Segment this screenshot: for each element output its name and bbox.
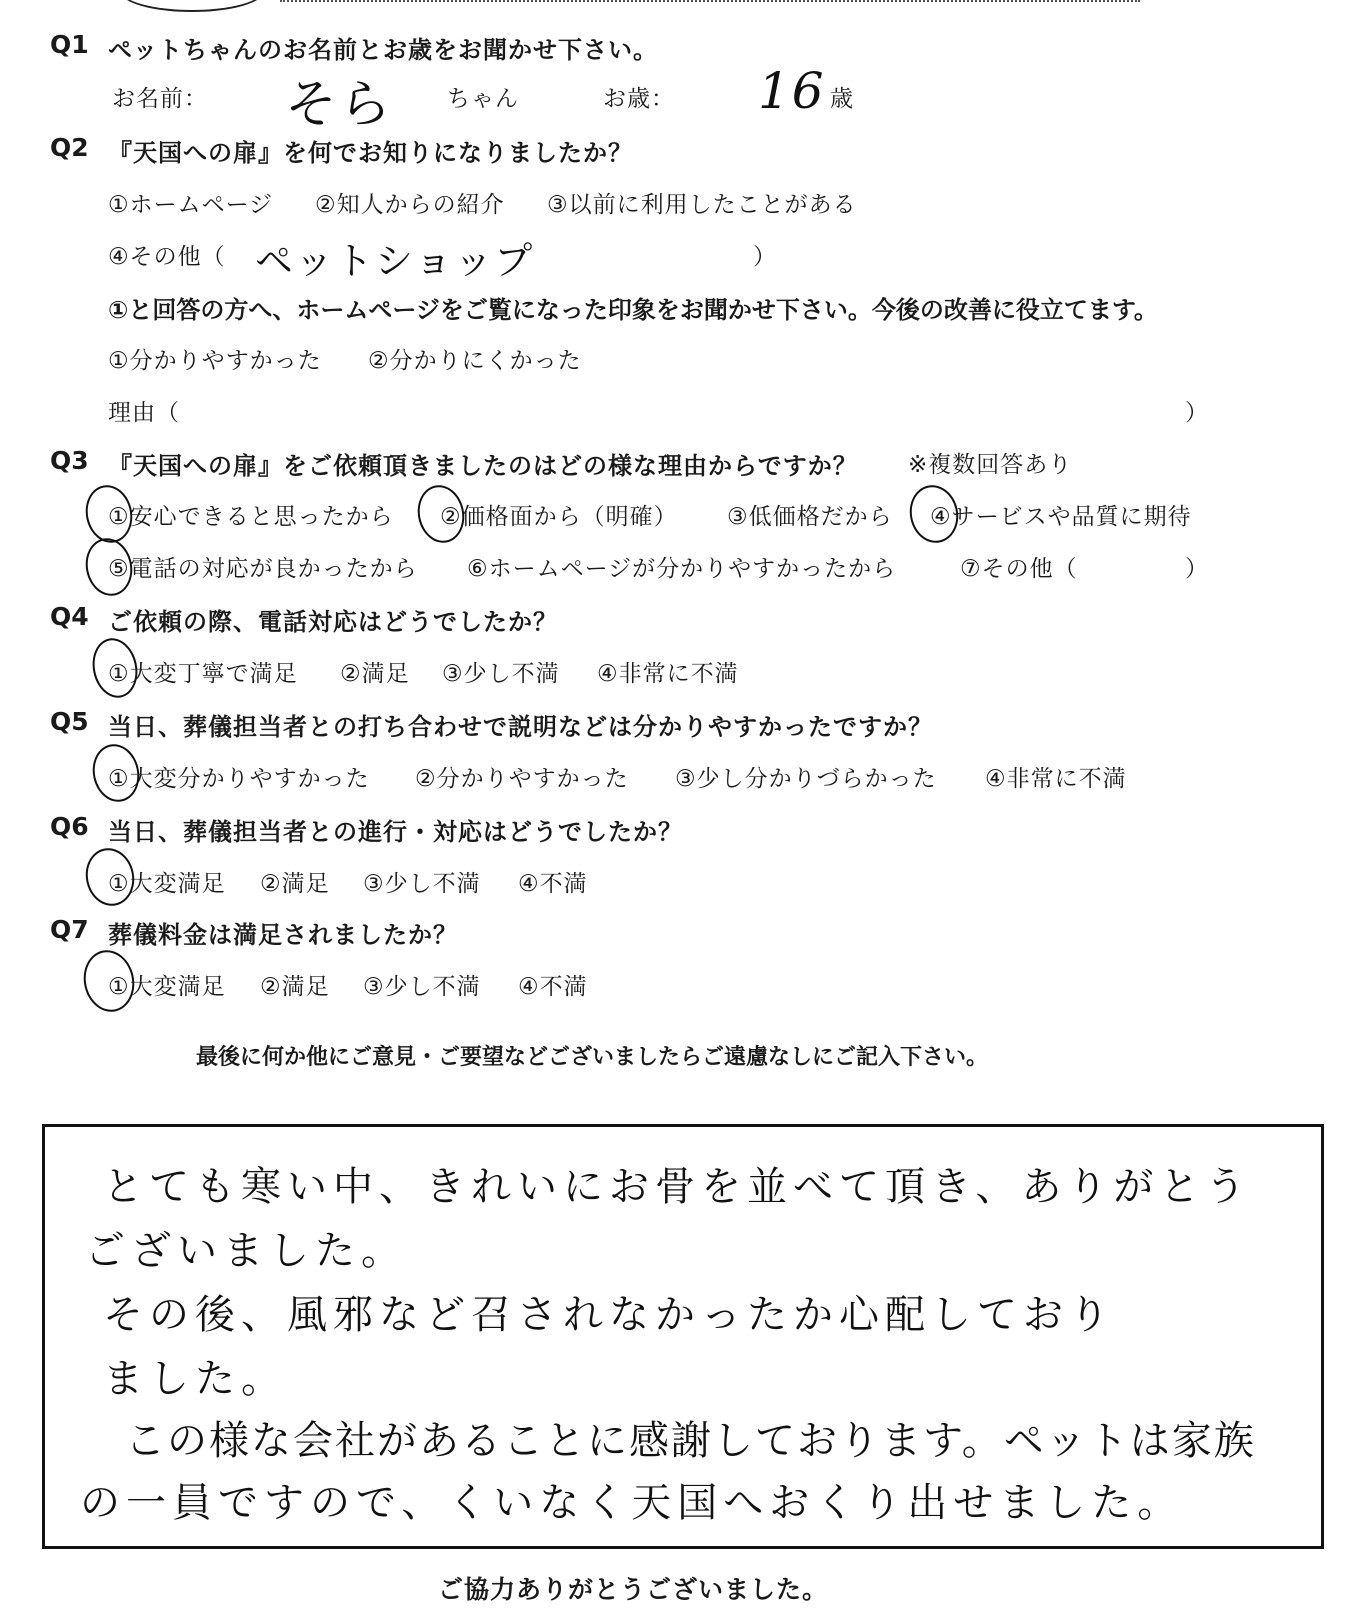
q3-circle-2 — [412, 481, 469, 547]
q6-number: Q6 — [50, 812, 89, 841]
q3-option-3: ③低価格だから — [727, 504, 893, 530]
q6-option-4: ④不満 — [518, 871, 588, 897]
q7-option-1: ①大変満足 — [108, 974, 226, 1000]
q4-option-4: ④非常に不満 — [597, 661, 739, 687]
q6-option-3: ③少し不満 — [363, 871, 481, 897]
q7-option-4: ④不満 — [518, 974, 588, 1000]
q3-option-5: ⑤電話の対応が良かったから — [108, 556, 418, 582]
q3-option-7-close: ） — [1185, 556, 1209, 582]
q5-option-2: ②分かりやすかった — [415, 766, 629, 792]
q2-reason-close: ） — [1185, 400, 1209, 426]
q6-question: 当日、葬儀担当者との進行・対応はどうでしたか？ — [108, 818, 683, 846]
q3-option-4: ④サービスや品質に期待 — [930, 504, 1192, 530]
q7-question: 葬儀料金は満足されましたか？ — [108, 921, 458, 949]
q2-option-1: ①ホームページ — [108, 192, 274, 218]
thanks-text: ご協力ありがとうございました。 — [438, 1575, 829, 1604]
q5-number: Q5 — [50, 707, 89, 736]
q5-option-3: ③少し分かりづらかった — [675, 766, 937, 792]
comment-line-4: ました。 — [103, 1356, 287, 1402]
q2-question: 『天国への扉』を何でお知りになりましたか？ — [108, 139, 633, 167]
q6-option-1: ①大変満足 — [108, 871, 226, 897]
q3-note: ※複数回答あり — [908, 452, 1073, 478]
q5-question: 当日、葬儀担当者との打ち合わせで説明などは分かりやすかったですか？ — [108, 713, 933, 741]
q1-age-label: お歳： — [603, 86, 675, 112]
q4-number: Q4 — [50, 602, 89, 631]
q3-circle-4 — [904, 481, 963, 548]
q4-option-3: ③少し不満 — [442, 661, 560, 687]
q5-option-1: ①大変分かりやすかった — [108, 766, 370, 792]
q4-circle-1 — [87, 634, 143, 702]
q4-question: ご依頼の際、電話対応はどうでしたか？ — [108, 608, 558, 636]
q3-option-1: ①安心できると思ったから — [108, 504, 394, 530]
q2-sub-question: ①と回答の方へ、ホームページをご覧になった印象をお聞かせ下さい。今後の改善に役立てます。 — [108, 296, 1158, 324]
q3-number: Q3 — [50, 446, 89, 475]
q6-circle-1 — [80, 844, 139, 911]
q7-number: Q7 — [50, 915, 89, 944]
q1-name-label: お名前： — [112, 86, 208, 112]
comment-line-1: とても寒い中、きれいにお骨を並べて頂き、ありがとう — [103, 1164, 1252, 1210]
q6-option-2: ②満足 — [260, 871, 330, 897]
q2-option-3: ③以前に利用したことがある — [547, 192, 857, 218]
q2-reason-label: 理由（ — [108, 400, 180, 426]
comment-line-5: この様な会社があることに感謝しております。ペットは家族 — [125, 1418, 1256, 1464]
q7-option-2: ②満足 — [260, 974, 330, 1000]
q2-other-label: ④その他（ — [108, 244, 226, 270]
q2-number: Q2 — [50, 133, 89, 162]
comment-line-6: の一員ですので、くいなく天国へおくり出せました。 — [80, 1480, 1184, 1526]
q2-sub-option-1: ①分かりやすかった — [108, 348, 322, 374]
final-prompt: 最後に何か他にご意見・ご要望などございましたらご遠慮なしにご記入下さい。 — [196, 1045, 989, 1070]
q7-option-3: ③少し不満 — [363, 974, 481, 1000]
q3-circle-5 — [80, 534, 137, 600]
q2-option-2: ②知人からの紹介 — [315, 192, 505, 218]
q5-circle-1 — [87, 740, 144, 806]
q3-option-6: ⑥ホームページが分かりやすかったから — [467, 556, 897, 582]
q7-circle-1 — [78, 945, 140, 1016]
q1-age-suffix: 歳 — [830, 86, 854, 112]
q3-question: 『天国への扉』をご依頼頂きましたのはどの様な理由からですか？ — [108, 452, 858, 480]
comment-box — [42, 1124, 1324, 1549]
q3-option-2: ②価格面から（明確） — [440, 504, 678, 530]
q2-other-close: ） — [753, 244, 777, 270]
q1-number: Q1 — [50, 30, 89, 59]
q4-option-2: ②満足 — [340, 661, 410, 687]
q5-option-4: ④非常に不満 — [985, 766, 1127, 792]
q1-name-suffix: ちゃん — [447, 86, 519, 112]
q4-option-1: ①大変丁寧で満足 — [108, 661, 298, 687]
q1-age-value: 16 — [758, 62, 826, 120]
q1-question: ペットちゃんのお名前とお歳をお聞かせ下さい。 — [108, 36, 658, 64]
top-edge-line — [280, 0, 1140, 5]
q3-option-7: ⑦その他（ — [960, 556, 1078, 582]
comment-line-3: その後、風邪など召されなかったか心配しており — [103, 1292, 1115, 1338]
q2-sub-option-2: ②分かりにくかった — [368, 348, 582, 374]
top-scribble-mark — [120, 0, 264, 12]
q1-name-value: そら — [285, 75, 394, 135]
q2-other-value: ペットショップ — [255, 239, 535, 283]
comment-line-2: ございました。 — [85, 1228, 407, 1274]
